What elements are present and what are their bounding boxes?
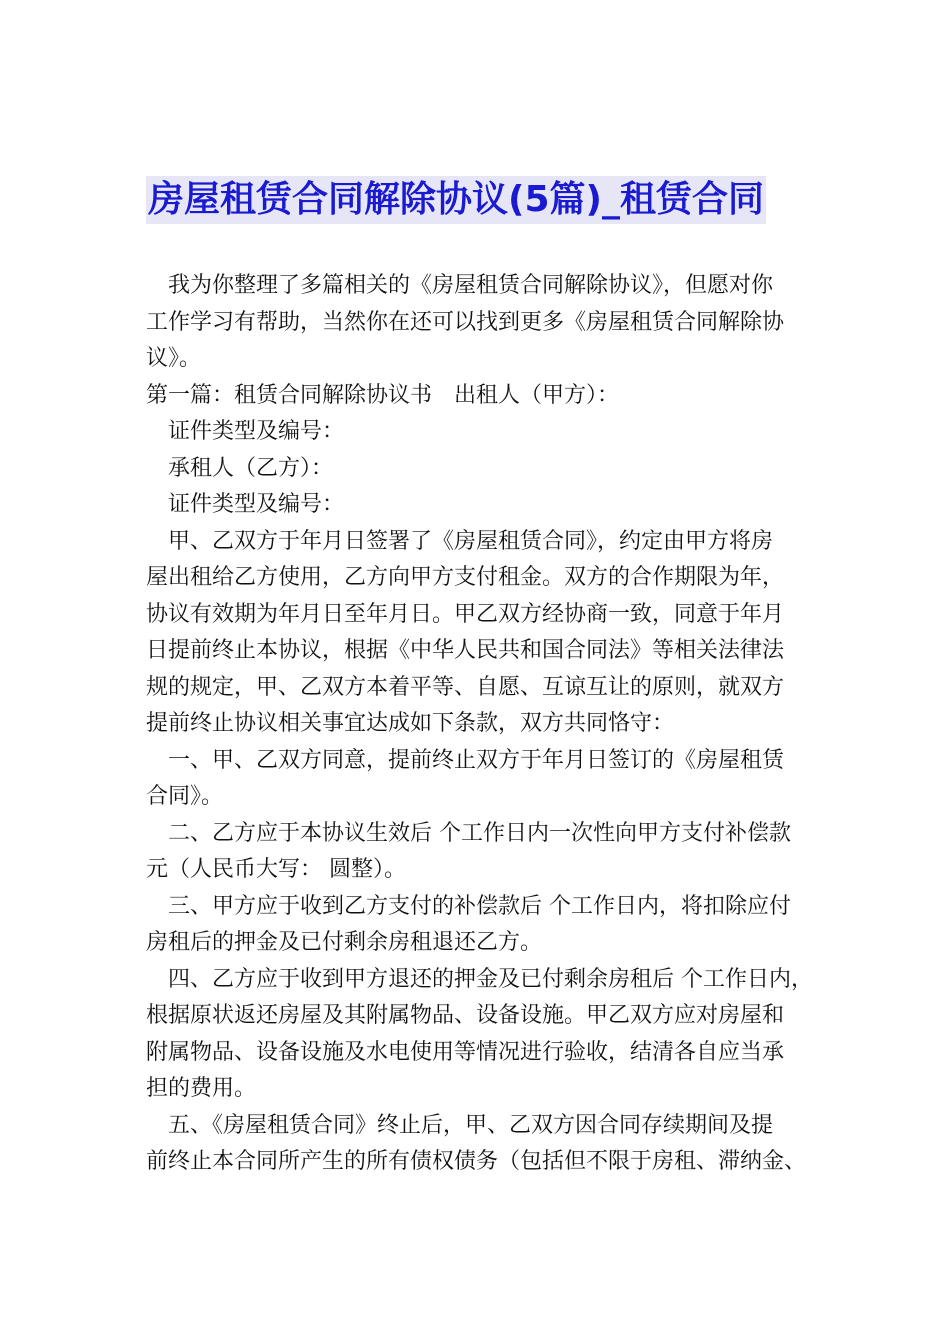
- text-line: 一、甲、乙双方同意，提前终止双方于年月日签订的《房屋租赁: [168, 747, 785, 773]
- text-line: 二、乙方应于本协议生效后 个工作日内一次性向甲方支付补偿款: [168, 820, 791, 846]
- text-line: 甲、乙双方于年月日签署了《房屋租赁合同》，约定由甲方将房: [168, 528, 774, 554]
- text-line: 第一篇：租赁合同解除协议书 出租人（甲方）：: [146, 382, 620, 408]
- text-line: 日提前终止本协议，根据《中华人民共和国合同法》等相关法律法: [146, 638, 785, 663]
- text-line: 证件类型及编号：: [168, 492, 345, 517]
- text-line: 证件类型及编号：: [168, 419, 345, 444]
- text-line: 我为你整理了多篇相关的《房屋租赁合同解除协议》，但愿对你: [168, 273, 774, 298]
- text-line: 四、乙方应于收到甲方退还的押金及已付剩余房租后 个工作日内，: [168, 966, 813, 992]
- text-line: 房租后的押金及已付剩余房租退还乙方。: [146, 930, 543, 955]
- text-line: 担的费用。: [146, 1076, 257, 1101]
- text-line: 五、《房屋租赁合同》终止后，甲、乙双方因合同存续期间及提: [168, 1112, 774, 1138]
- text-line: 根据原状返还房屋及其附属物品、设备设施。甲乙双方应对房屋和: [146, 1003, 785, 1028]
- text-line: 协议有效期为年月日至年月日。甲乙双方经协商一致，同意于年月: [146, 601, 785, 627]
- text-line: 工作学习有帮助，当然你在还可以找到更多《房屋租赁合同解除协: [146, 309, 785, 335]
- text-line: 前终止本合同所产生的所有债权债务（包括但不限于房租、滞纳金、: [146, 1149, 807, 1174]
- document-title: 房屋租赁合同解除协议(5篇)_租赁合同: [146, 176, 766, 224]
- text-line: 元（人民币大写： 圆整）。: [146, 857, 406, 882]
- text-line: 附属物品、设备设施及水电使用等情况进行验收，结清各自应当承: [146, 1039, 785, 1065]
- text-line: 承租人（乙方）：: [168, 455, 334, 481]
- text-line: 议》。: [146, 346, 202, 371]
- text-line: 合同》。: [146, 784, 224, 809]
- text-line: 提前终止协议相关事宜达成如下条款，双方共同恪守：: [146, 711, 675, 736]
- text-line: 屋出租给乙方使用，乙方向甲方支付租金。双方的合作期限为年，: [146, 565, 785, 590]
- text-line: 规的规定，甲、乙双方本着平等、自愿、互谅互让的原则，就双方: [146, 674, 785, 700]
- document-body: [146, 268, 818, 1181]
- text-line: 三、甲方应于收到乙方支付的补偿款后 个工作日内，将扣除应付: [168, 893, 791, 919]
